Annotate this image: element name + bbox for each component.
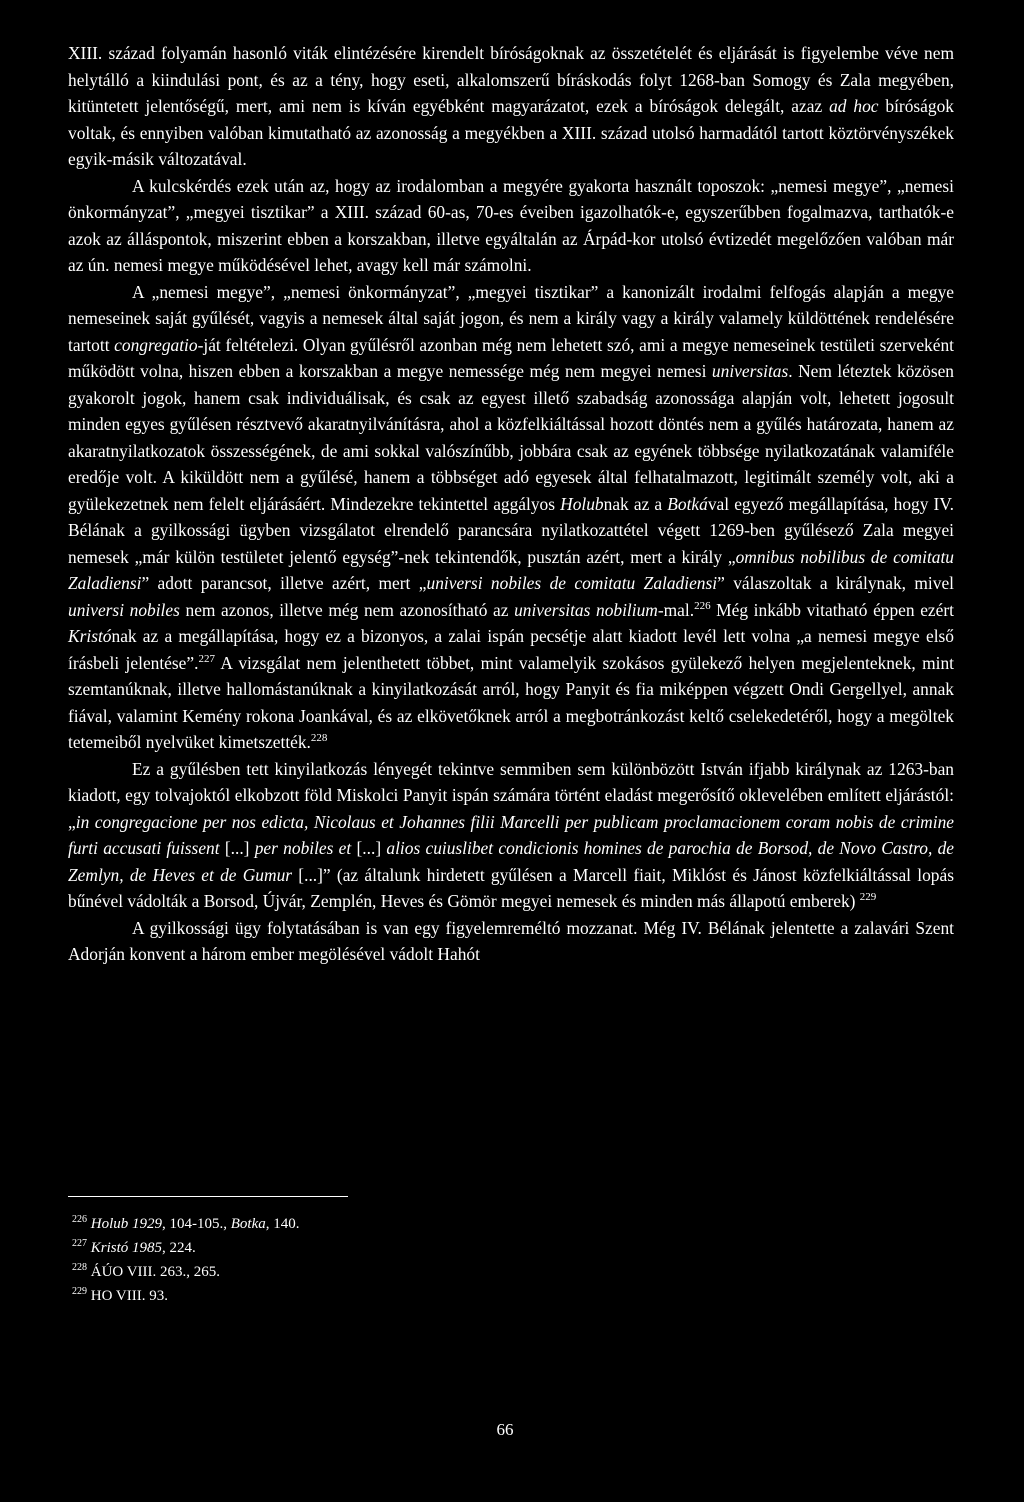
text-run: val egyező megállapítása, hogy IV. Bélának a gyilkossági ügyben vizsgálatot elrendelő parancsára nyilatkozattétel végett 1269-ben gyűlésező Zala megyei nemesek „már külön testületet jelentő egység”-nek tekintendők, pusztán azért, mert a király „: [68, 493, 955, 567]
text-run: ” válaszoltak a királynak, mivel: [717, 573, 954, 593]
text-run: nem azonos, illetve még nem azonosítható az: [179, 599, 515, 620]
italic-text: Kristó 1985: [90, 1240, 163, 1256]
text-run: Még inkább vitatható éppen ezért: [710, 599, 954, 620]
footnote-ref: 228: [310, 732, 328, 744]
text-run: , 104-105.,: [162, 1216, 231, 1232]
text-run: , 140.: [265, 1216, 300, 1232]
text-run: XIII. század folyamán hasonló viták elintézésére kirendelt bíróságoknak az összetételét és eljárását is figyelembe véve nem helytálló a kiindulási pont, és az a tény, hogy eseti, alkalomszerű bíráskodás folyt 1268-ban Somogy és Zala megyében, kitüntetett jelentőségű, mert, ami nem is kíván egyébként magyarázatot, ezek a bíróságok delegált, azaz: [68, 43, 954, 116]
italic-text: alios cuiuslibet condicionis homines de parochia de Borsod, de Novo Castro, de Zemlyn, de Heves et de Gumur: [68, 838, 955, 885]
paragraph: [68, 915, 954, 968]
text-run: Ez a gyűlésben tett kinyilatkozás lényegét tekintve semmiben sem különbözött István ifjabb királynak az 1263-ban kiadott, egy tolvajoktól elkobzott föld Miskolci Panyit ispán számára történt eladást megerősítő oklevelében említett eljárástól: „: [68, 758, 954, 832]
footnote-ref: 227: [198, 652, 215, 665]
italic-text: Kristó: [68, 626, 112, 646]
text-run: . Nem léteztek közösen gyakorolt jogok, hanem csak individuálisak, és csak az egyest illető szabadság azonossága alapján volt, lehetett jogosult minden egyes gyűlésen résztvevő akaratnyilvánításra, ahol a közfelkiáltással hozott döntés nem a gyűlés határozata, hanem az akaratnyilatkozatok összességének, de ami sokkal valószínűbb, jobbára csak az egyének többsége nyilatkozatának valamiféle eredője volt. A kiküldött nem a gyűlésé, hanem a többséget adó egyesek által felhatalmazott, legitimált személy volt, aki a gyülekezetnek nem felelt eljárásáért. Mindezekre tekintettel aggályos: [68, 361, 954, 514]
text-run: A gyilkossági ügy folytatásában is van egy figyelemreméltó mozzanat. Még IV. Bélának jelentette a zalavári Szent Adorján konvent a három ember megölésével vádolt Hahót: [68, 917, 954, 964]
text-run: HO VIII. 93.: [90, 1288, 168, 1304]
italic-text: congregatio: [114, 334, 198, 355]
body-text: [68, 40, 954, 968]
footnote: [72, 1284, 672, 1308]
text-run: A kulcskérdés ezek után az, hogy az irodalomban a megyére gyakorta használt toposzok: „nemesi megye”, „nemesi önkormányzat”, „megyei tisztikar” a XIII. század 60-as, 70-es éveiben igazolhatók-e, egyszerűbben fogalmazva, tarthatók-e azok az álláspontok, miszerint ebben a korszakban, illetve egyáltalán az Árpád-kor utolsó évtizedét megelőzően valóban már az ún. nemesi megye működésével lehet, avagy kell már számolni.: [68, 175, 954, 275]
text-run: -mal.: [657, 599, 695, 620]
italic-text: universi nobiles de comitatu Zaladiensi: [426, 573, 718, 593]
italic-text: Holub: [560, 493, 604, 514]
text-run: -ját feltételezi. Olyan gyűlésről azonban még nem lehetett szó, ami a megye nemeseinek testületi szerveként működött volna, hiszen ebben a korszakban a megye nemessége még nem megyei nemesi: [68, 334, 954, 381]
paragraph: [68, 756, 954, 915]
footnote: [72, 1212, 672, 1236]
text-run: ” adott parancsot, illetve azért, mert „: [141, 573, 427, 593]
italic-text: universitas nobilium: [514, 599, 658, 620]
text-run: nak az a megállapítása, hogy ez a bizonyos, a zalai ispán pecsétje alatt kiadott levél lett volna „a nemesi megye első írásbeli jelentése”.: [68, 626, 954, 673]
text-run: A „nemesi megye”, „nemesi önkormányzat”, „megyei tisztikar” a kanonizált irodalmi felfogás alapján a megye nemeseinek saját gyűlését, vagyis a nemesek által saját jogon, és nem a király vagy a király valamely küldöttének rendelésére tartott: [68, 281, 954, 355]
italic-text: omnibus nobilibus de comitatu Zaladiensi: [68, 546, 954, 593]
italic-text: universitas: [711, 361, 789, 381]
text-run: A vizsgálat nem jelenthetett többet, mint valamelyik szokásos gyülekező helyen megjelenteknek, mint szemtanúknak, illetve hallomástanúknak a kinyilatkozását arról, hogy Panyit és fia miképpen végzett Ondi Gergellyel, annak fiával, valamint Kemény rokona Joankával, és az elkövetőknek arról a megbotránkozást keltő cselekedetéről, hogy a megöltek tetemeiből nyelvüket kimetszették.: [68, 652, 954, 752]
footnote-number: 228: [72, 1262, 87, 1273]
italic-text: per nobiles et: [254, 838, 352, 858]
text-run: [...]: [219, 838, 255, 858]
footnote: [72, 1236, 672, 1260]
paragraph: [68, 40, 954, 173]
footnote-number: 226: [72, 1214, 87, 1225]
page-number: 66: [496, 1420, 514, 1439]
text-run: bíróságok voltak, és ennyiben valóban kimutatható az azonosság a megyékben a XIII. század utolsó harmadától tartott köztörvényszékek egyik-másik változatával.: [68, 96, 954, 169]
paragraph: [68, 279, 954, 756]
text-run: nak az a: [603, 493, 668, 514]
footnote-ref: 229: [859, 891, 877, 903]
italic-text: ad hoc: [829, 96, 879, 116]
footnote-separator: [68, 1196, 348, 1197]
text-run: [...]: [351, 838, 387, 858]
text-run: ÁÚO VIII. 263., 265.: [90, 1264, 221, 1280]
paragraph: [68, 173, 954, 279]
text-run: [...]” (az általunk hirdetett gyűlésen a Marcell fiait, Miklóst és Jánost közfelkiáltással lopás bűnével vádolták a Borsod, Újvár, Zemplén, Heves és Gömör megyei nemesek és minden más állapotú emberek): [68, 864, 954, 911]
italic-text: universi nobiles: [68, 599, 180, 620]
italic-text: Botká: [667, 493, 708, 514]
italic-text: Botka: [230, 1216, 266, 1232]
footnote-ref: 226: [694, 599, 711, 612]
text-run: , 224.: [162, 1240, 196, 1256]
footnote-number: 229: [72, 1286, 87, 1297]
italic-text: in congregacione per nos edicta, Nicolaus et Johannes filii Marcelli per publicam proclamacionem coram nobis de crimine furti accusati fuissent: [68, 811, 954, 858]
footnote: [72, 1260, 672, 1284]
italic-text: Holub 1929: [90, 1216, 162, 1232]
footnotes: [72, 1212, 672, 1308]
footnote-number: 227: [72, 1238, 87, 1249]
